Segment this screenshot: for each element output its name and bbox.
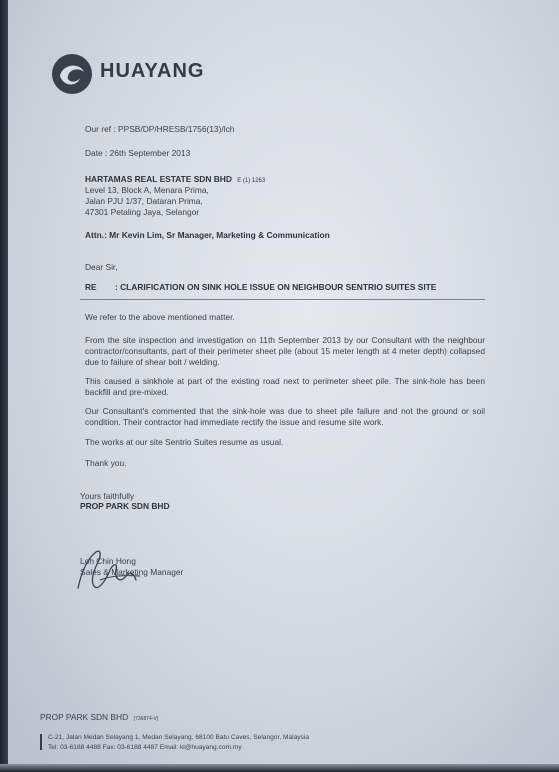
footer-company-name: PROP PARK SDN BHD [40, 712, 129, 722]
closing-company: PROP PARK SDN BHD [80, 501, 170, 511]
body-paragraph: We refer to the above mentioned matter. [85, 312, 235, 322]
brand-name: HUAYANG [100, 60, 205, 82]
body-paragraph: Thank you. [85, 458, 127, 468]
recipient-address-line: Jalan PJU 1/37, Dataran Prima, [85, 196, 203, 206]
subject-divider [80, 299, 485, 300]
footer-company [40, 712, 158, 722]
subject-line: : CLARIFICATION ON SINK HOLE ISSUE ON NEIGHBOUR SENTRIO SUITES SITE [115, 282, 437, 292]
subject-label: RE [85, 282, 97, 292]
footer-divider [40, 734, 42, 750]
salutation: Dear Sir, [85, 262, 118, 272]
footer-contact: Tel: 03-6188 4488 Fax: 03-6188 4487 Email: kl@huayang.com.my [48, 744, 242, 751]
recipient-company-reg: E (1) 1263 [237, 178, 266, 184]
body-paragraph: The works at our site Sentrio Suites resume as usual. [85, 437, 284, 447]
recipient-address-line: 47301 Petaling Jaya, Selangor [85, 207, 200, 217]
paper-edge-left [0, 0, 8, 772]
recipient-company-name: HARTAMAS REAL ESTATE SDN BHD [85, 174, 232, 184]
recipient-address-line: Level 13, Block A, Menara Prima, [85, 185, 209, 195]
paper-edge-bottom [0, 764, 559, 772]
signatory-name: Loh Chin Hong [80, 556, 136, 566]
letter-date: Date : 26th September 2013 [85, 148, 191, 158]
huayang-logo-icon [50, 52, 94, 96]
our-reference: Our ref : PPSB/DP/HRESB/1756(13)/lch [85, 124, 235, 134]
footer-company-reg: (736874-V) [133, 716, 159, 722]
footer-address: C-21, Jalan Medan Selayang 1, Medan Selayang, 68100 Batu Caves, Selangor, Malaysia [48, 734, 309, 741]
body-paragraph: From the site inspection and investigation on 11th September 2013 by our Consultant with the neighbour contractor/consultants, part of their perimeter sheet pile (about 15 meter length at 4 meter depth) collapsed due to failure of shear bolt / welding. [85, 335, 485, 367]
body-paragraph: This caused a sinkhole at part of the existing road next to perimeter sheet pile. The sink-hole has been backfill and pre-mixed. [85, 376, 485, 397]
body-paragraph: Our Consultant's commented that the sink-hole was due to sheet pile failure and not the ground or soil condition. Their contractor had immediate rectify the issue and resume site work. [85, 406, 485, 427]
attention-line: Attn.: Mr Kevin Lim, Sr Manager, Marketing & Communication [85, 230, 330, 240]
signatory-title: Sales & Marketing Manager [80, 567, 184, 577]
closing: Yours faithfully [80, 491, 135, 501]
